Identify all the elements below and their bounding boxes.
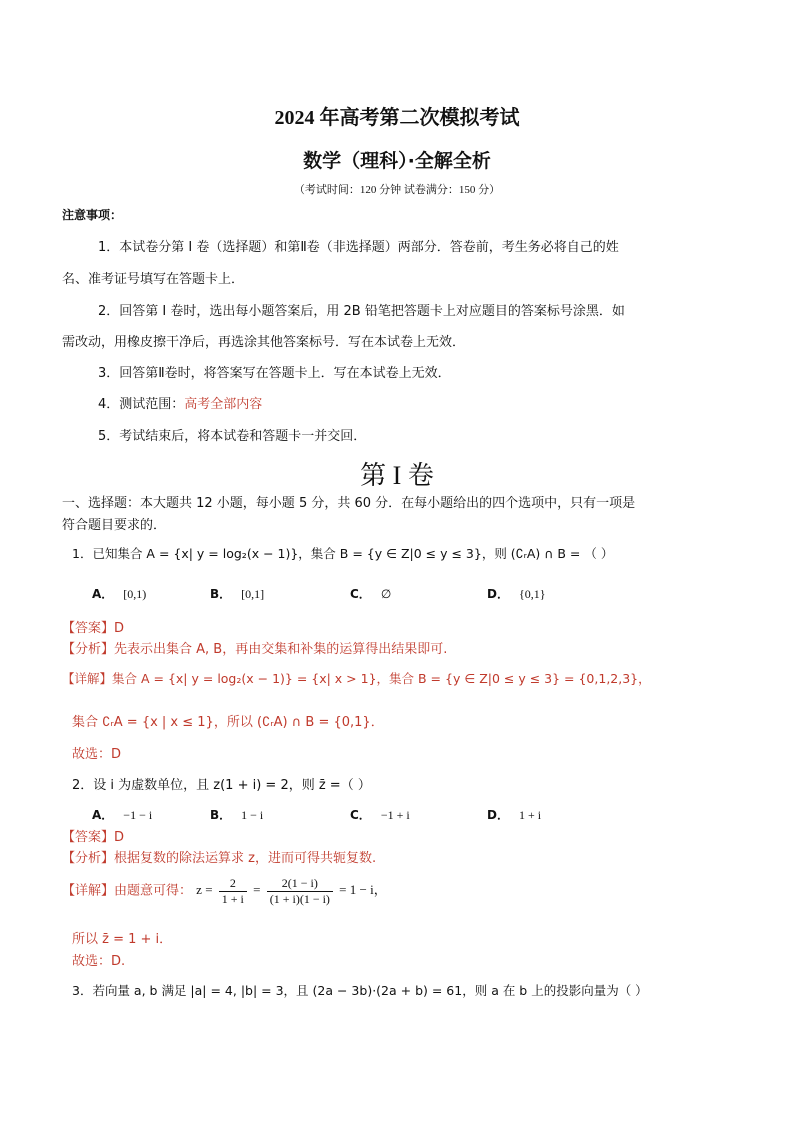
- page-title: 2024 年高考第二次模拟考试: [274, 107, 520, 129]
- fraction-2: $\frac{2(1 - i)}{(1 + i)(1 - i)}$: [267, 876, 333, 907]
- q1-stem: 1．已知集合 A = {x| y = log₂(x − 1)}，集合 B = {y ∈ Z|0 ≤ y ≤ 3}，则 (∁ᵣA) ∩ B = （ ）: [72, 546, 614, 561]
- notice-item-1b: 名、准考证号填写在答题卡上．: [62, 272, 245, 287]
- exam-meta: （考试时间：120 分钟 试卷满分：150 分）: [293, 184, 501, 196]
- q2-equation: z = $\frac{2}{1 + i}$ = $\frac{2(1 - i)}{(1 + i)(1 - i)}$ = 1 − i，: [196, 876, 387, 906]
- q1-conclusion: 故选：D: [72, 747, 122, 762]
- notice-item-1a: 1．本试卷分第 I 卷（选择题）和第Ⅱ卷（非选择题）两部分．答卷前，考生务必将自己的姓: [98, 240, 619, 255]
- section-juan: 第 I 卷: [360, 461, 434, 490]
- q2-conclusion: 故选：D.: [72, 954, 126, 969]
- q1-detail: 【详解】集合 A = {x| y = log₂(x − 1)} = {x| x > 1}，集合 B = {y ∈ Z|0 ≤ y ≤ 3} = {0,1,2,3}，: [62, 671, 651, 686]
- q1-option-c: C． ∅: [350, 587, 392, 601]
- notice-heading: 注意事项：: [62, 208, 123, 222]
- section-intro-b: 符合题目要求的．: [62, 518, 167, 533]
- q1-option-d: D． {0,1}: [487, 587, 546, 601]
- q3-stem: 3．若向量 a, b 满足 |a| = 4, |b| = 3，且 (2a − 3b)·(2a + b) = 61，则 a 在 b 上的投影向量为（ ）: [72, 983, 648, 998]
- notice-item-2b: 需改动，用橡皮擦干净后，再选涂其他答案标号．写在本试卷上无效．: [62, 335, 466, 350]
- fraction-1: $\frac{2}{1 + i}$: [219, 876, 247, 907]
- notice-item-3: 3．回答第Ⅱ卷时，将答案写在答题卡上．写在本试卷上无效．: [98, 366, 451, 381]
- q2-option-b: B． 1 − i: [210, 808, 264, 822]
- notice-item-5: 5．考试结束后，将本试卷和答题卡一并交回．: [98, 429, 367, 444]
- page-subtitle: 数学（理科）·全解全析: [303, 150, 491, 172]
- q1-analysis: 【分析】先表示出集合 A, B，再由交集和补集的运算得出结果即可.: [62, 642, 448, 657]
- q2-analysis: 【分析】根据复数的除法运算求 z，进而可得共轭复数.: [62, 851, 377, 866]
- notice-item-4: [98, 393, 262, 412]
- q1-answer: 【答案】D: [62, 621, 125, 636]
- q1-option-b: B． [0,1]: [210, 587, 265, 601]
- q2-so: 所以 z̄ = 1 + i．: [72, 932, 173, 947]
- test-scope: 高考全部内容: [184, 397, 263, 412]
- q2-detail: 【详解】由题意可得： z = $\frac{2}{1 + i}$ = $\frac{2(1 - i)}{(1 + i)(1 - i)}$ = 1 − i，: [62, 876, 387, 906]
- q1-detail-2: 集合 ∁ᵣA = {x | x ≤ 1}，所以 (∁ᵣA) ∩ B = {0,1}．: [72, 715, 384, 730]
- notice-item-2a: 2．回答第 I 卷时，选出每小题答案后，用 2B 铅笔把答题卡上对应题目的答案标号涂黑．如: [98, 304, 625, 319]
- q2-option-d: D． 1 + i: [487, 808, 542, 822]
- notice-item-4-label: 4．测试范围：: [98, 397, 185, 412]
- q2-stem: 2．设 i 为虚数单位，且 z(1 + i) = 2，则 z̄ =（ ）: [72, 778, 371, 793]
- section-intro-a: 一、选择题：本大题共 12 小题，每小题 5 分，共 60 分．在每小题给出的四个选项中，只有一项是: [62, 496, 636, 511]
- q1-option-a: A． [0,1): [92, 587, 147, 601]
- q2-option-c: C． −1 + i: [350, 808, 410, 822]
- q2-answer: 【答案】D: [62, 830, 125, 845]
- q2-option-a: A． −1 − i: [92, 808, 153, 822]
